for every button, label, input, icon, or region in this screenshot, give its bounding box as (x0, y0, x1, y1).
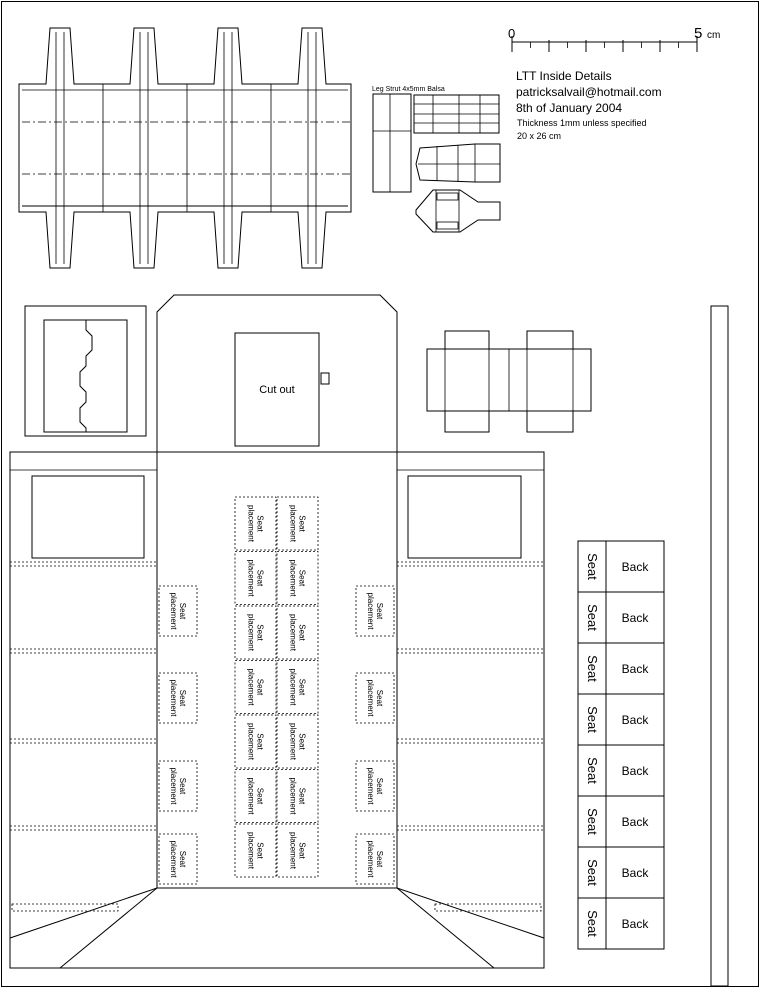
seat-table-row (578, 745, 664, 796)
seat-placement-mark (356, 586, 394, 636)
seat-placement-label: Seatplacement (246, 777, 265, 815)
grid-panel-part (414, 95, 499, 133)
seat-cell: Seat (585, 553, 600, 580)
seat-placement-mark (277, 552, 318, 605)
seat-placement-label: Seatplacement (169, 592, 187, 630)
seat-placement-label: Seatplacement (246, 832, 265, 869)
seat-placement-label: Seatplacement (246, 505, 265, 542)
seat-placement-mark (277, 824, 318, 877)
seat-placement-mark (235, 606, 276, 659)
seat-placement-mark (235, 552, 276, 605)
nose-frame-part (416, 190, 500, 232)
seat-table-row (578, 643, 664, 694)
seat-placement-label: Seatplacement (246, 723, 265, 760)
info-title: LTT Inside Details (516, 69, 612, 83)
seat-table-row (578, 694, 664, 745)
seat-placement-label: Seatplacement (288, 777, 307, 815)
seat-cell: Seat (585, 655, 600, 682)
seat-placement-mark (159, 673, 197, 723)
seat-placement-mark (159, 834, 197, 884)
back-cell: Back (621, 713, 649, 727)
window-panel-part (25, 306, 146, 436)
seat-table-row (578, 847, 664, 898)
seat-cell: Seat (585, 706, 600, 733)
info-size: 20 x 26 cm (517, 131, 562, 141)
seat-placement-label: Seatplacement (169, 679, 187, 717)
seat-table-row (578, 898, 664, 949)
seat-placement-label: Seatplacement (246, 559, 265, 597)
seat-placement-mark (277, 715, 318, 768)
seat-placement-label: Seatplacement (288, 832, 307, 869)
cut-out-label: Cut out (259, 384, 295, 396)
seat-placement-label: Seatplacement (169, 840, 187, 878)
seat-placement-label: Seatplacement (288, 723, 307, 760)
seat-back-table (578, 541, 664, 949)
info-date: 8th of January 2004 (516, 101, 623, 115)
back-cell: Back (621, 866, 649, 880)
seat-cell: Seat (585, 808, 600, 835)
ruler-unit-label: cm (707, 30, 721, 41)
info-email: patricksalvail@hotmail.com (516, 85, 662, 99)
seat-placement-label: Seatplacement (288, 668, 307, 706)
vertical-strip-part (711, 306, 728, 986)
scale-ruler (508, 25, 720, 52)
seat-placement-mark (356, 761, 394, 811)
ruler-start-label: 0 (508, 26, 516, 41)
top-strip-part (19, 28, 351, 268)
floor-main-part (10, 295, 544, 968)
leg-strut-part (372, 86, 445, 192)
seat-placement-mark (277, 606, 318, 659)
back-cell: Back (621, 917, 649, 931)
page-border (2, 2, 759, 987)
back-cell: Back (621, 662, 649, 676)
ruler-end-label: 5 (694, 25, 703, 42)
seat-placement-mark (159, 586, 197, 636)
seat-table-row (578, 796, 664, 847)
seat-placement-mark (356, 673, 394, 723)
cabin-frame-part (416, 144, 500, 182)
seat-placement-mark (277, 497, 318, 550)
seat-placement-label: Seatplacement (366, 767, 384, 805)
back-cell: Back (621, 560, 649, 574)
seat-placement-label: Seatplacement (246, 668, 265, 706)
seat-placement-label: Seatplacement (169, 767, 187, 805)
seat-placement-mark (277, 770, 318, 823)
seat-cell: Seat (585, 910, 600, 937)
back-cell: Back (621, 611, 649, 625)
seat-placement-label: Seatplacement (366, 592, 384, 630)
seat-placement-mark (235, 497, 276, 550)
back-cell: Back (621, 764, 649, 778)
seat-placement-label: Seatplacement (366, 679, 384, 717)
seat-cell: Seat (585, 859, 600, 886)
seat-placement-mark (235, 770, 276, 823)
info-block (516, 69, 662, 141)
box-net-part (427, 331, 591, 432)
seat-table-row (578, 592, 664, 643)
seat-cell: Seat (585, 757, 600, 784)
seat-table-row (578, 541, 664, 592)
seat-placement-mark (235, 824, 276, 877)
back-cell: Back (621, 815, 649, 829)
seat-placement-mark (235, 661, 276, 714)
seat-placement-label: Seatplacement (366, 840, 384, 878)
info-thickness: Thickness 1mm unless specified (517, 118, 647, 128)
seat-placement-label: Seatplacement (288, 559, 307, 597)
seat-placement-mark (356, 834, 394, 884)
seat-placement-mark (159, 761, 197, 811)
seat-cell: Seat (585, 604, 600, 631)
leg-strut-label: Leg Strut 4x5mm Balsa (372, 86, 445, 93)
seat-placement-mark (277, 661, 318, 714)
seat-placement-label: Seatplacement (288, 614, 307, 651)
seat-placement-mark (235, 715, 276, 768)
seat-placement-label: Seatplacement (288, 505, 307, 542)
seat-placement-label: Seatplacement (246, 614, 265, 651)
